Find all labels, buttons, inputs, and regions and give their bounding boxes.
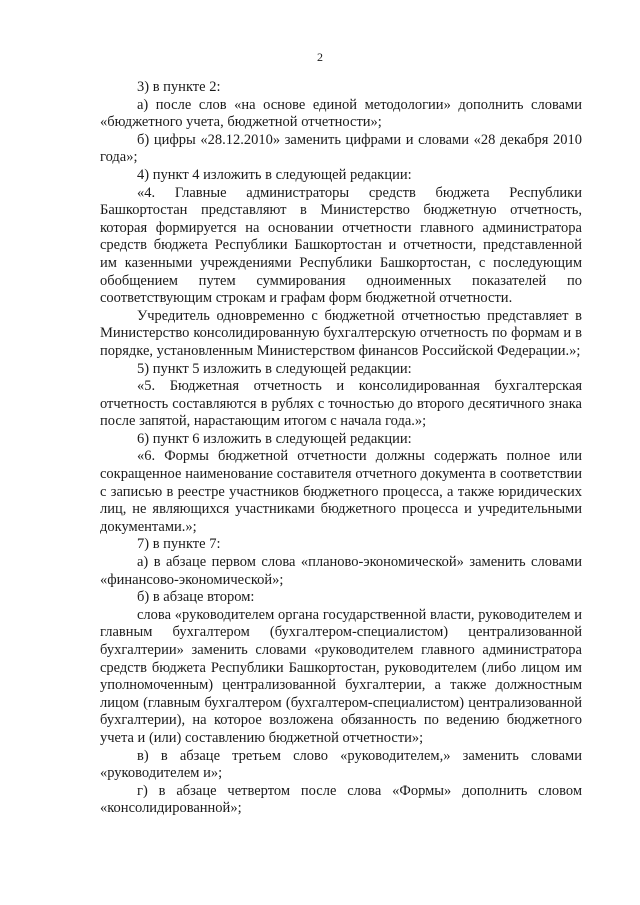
paragraph-item-6: 6) пункт 6 изложить в следующей редакции: [137, 430, 412, 447]
paragraph-item-7: 7) в пункте 7: [137, 536, 221, 553]
paragraph-subitem-3b: б) цифры «28.12.2010» заменить цифрами и словами «28 декабря 2010 года»; [100, 131, 582, 166]
paragraph-subitem-7d: г) в абзаце четвертом после слова «Формы» дополнить словом «консолидированной»; [100, 782, 582, 817]
paragraph-point-5-text: «5. Бюджетная отчетность и консолидированная бухгалтерская отчетность составляются в рублях с точностью до второго десятичного знака после запятой, нарастающим итогом с начала года.»; [100, 378, 582, 430]
page-number: 2 [317, 50, 323, 64]
paragraph-item-5: 5) пункт 5 изложить в следующей редакции: [137, 360, 412, 377]
paragraph-item-3: 3) в пункте 2: [137, 79, 221, 95]
paragraph-subitem-7b-words: слова «руководителем органа государственной власти, руководителем и главным бухгалтером (бухгалтером-специалистом) централизованной бухгалтерии» заменить словами «руководителем главного администратора средств бюджета Республики Башкортостан, руководителем (либо лицом им уполномоченным) централизованной бухгалтерии, а также должностным лицом (главным бухгалтером (бухгалтером-специалистом) централизованной бухгалтерии), на которое возложена обязанность по ведению бюджетного учета и (или) составлению бюджетной отчетности»; [100, 606, 582, 746]
paragraph-point-6-text: «6. Формы бюджетной отчетности должны содержать полное или сокращенное наименование составителя отчетного документа в соответствии с записью в реестре участников бюджетного процесса, а также юридических лиц, не являющихся участниками бюджетного процесса и учредительными документами.»; [100, 448, 582, 535]
document-body [100, 79, 582, 818]
paragraph-item-4: 4) пункт 4 изложить в следующей редакции: [137, 166, 412, 183]
paragraph-founder-reporting: Учредитель одновременно с бюджетной отчетностью представляет в Министерство консолидированную бухгалтерскую отчетность по формам и в порядке, установленным Министерством финансов Российской Федерации.»; [100, 307, 582, 359]
paragraph-subitem-3a: а) после слов «на основе единой методологии» дополнить словами «бюджетного учета, бюджетной отчетности»; [100, 96, 582, 131]
paragraph-point-4-text: «4. Главные администраторы средств бюджета Республики Башкортостан представляют в Министерство бюджетную отчетность, которая формируется на основании отчетности главного администратора средств бюджета Республики Башкортостан и отчетности, представленной им казенными учреждениями Республики Башкортостан, с последующим обобщением путем суммирования одноименных показателей по соответствующим строкам и графам форм бюджетной отчетности. [100, 184, 582, 307]
paragraph-subitem-7c: в) в абзаце третьем слово «руководителем,» заменить словами «руководителем и»; [100, 747, 582, 782]
paragraph-subitem-7b: б) в абзаце втором: [137, 589, 255, 606]
paragraph-subitem-7a: а) в абзаце первом слова «планово-экономической» заменить словами «финансово-экономической»; [100, 554, 582, 588]
